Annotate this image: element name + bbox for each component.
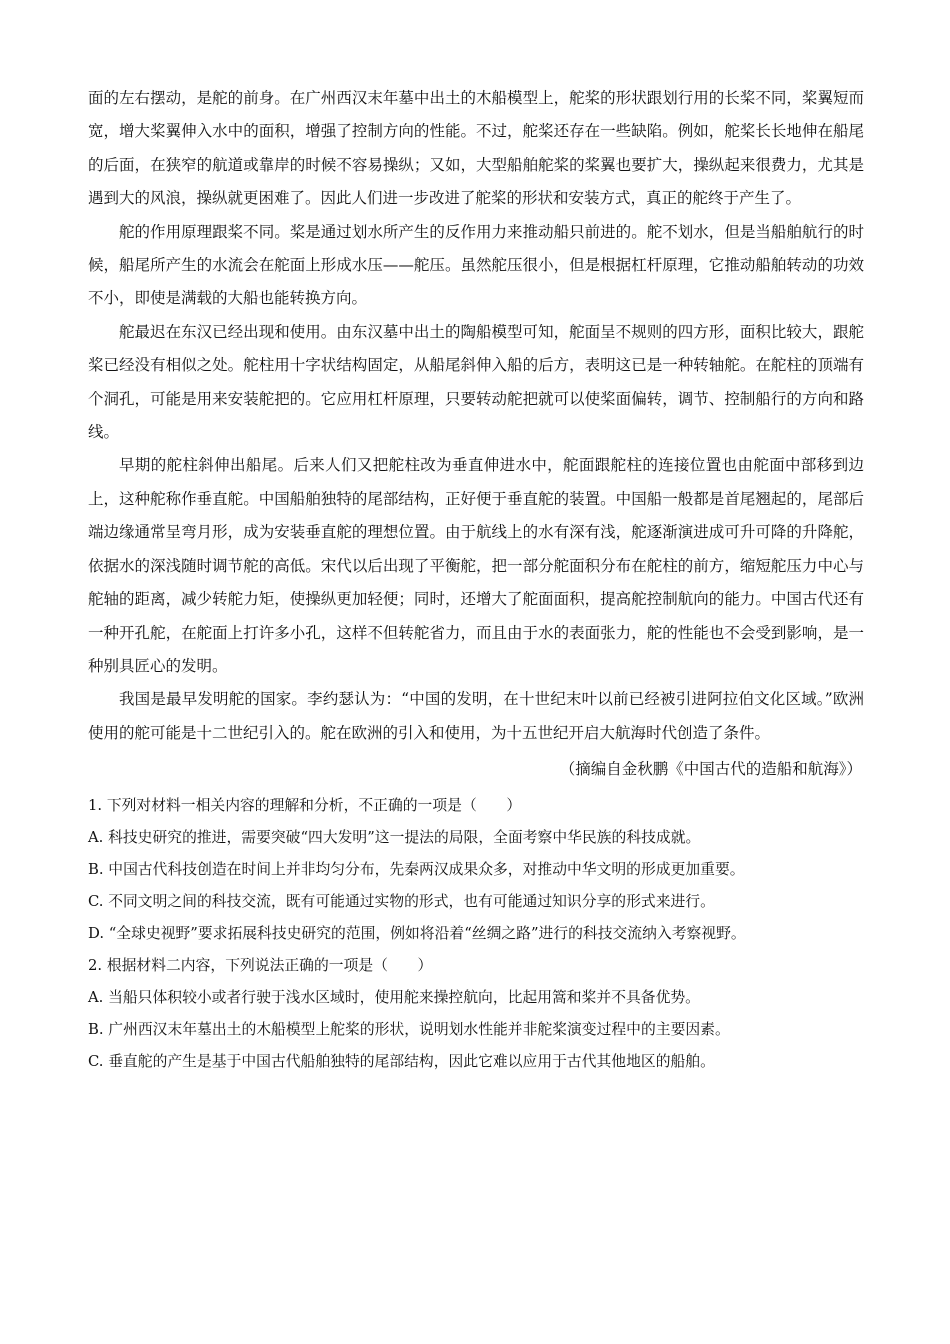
passage-paragraph-2: 舵的作用原理跟桨不同。桨是通过划水所产生的反作用力来推动船只前进的。舵不划水，但是当船舶航行的时候，船尾所产生的水流会在舵面上形成水压——舵压。虽然舵压很小，但是根据杠杆原理，它推动船舶转动的功效不小，即使是满载的大船也能转换方向。 [88, 222, 864, 308]
question-1 [88, 790, 864, 950]
document-page [88, 82, 864, 1078]
passage-source: （摘编自金秋鹏《中国古代的造船和航海》） [559, 760, 862, 779]
passage-paragraph-3: 舵最迟在东汉已经出现和使用。由东汉墓中出土的陶船模型可知，舵面呈不规则的四方形，面积比较大，跟舵桨已经没有相似之处。舵柱用十字状结构固定，从船尾斜伸入船的后方，表明这已是一种转轴舵。在舵柱的顶端有个洞孔，可能是用来安装舵把的。它应用杠杆原理，只要转动舵把就可以使桨面偏转，调节、控制船行的方向和路线。 [88, 322, 864, 442]
question-2 [88, 950, 864, 1078]
passage-paragraph-4: 早期的舵柱斜伸出船尾。后来人们又把舵柱改为垂直伸进水中，舵面跟舵柱的连接位置也由舵面中部移到边上，这种舵称作垂直舵。中国船舶独特的尾部结构，正好便于垂直舵的装置。中国船一般都是首尾翘起的，尾部后端边缘通常呈弯月形，成为安装垂直舵的理想位置。由于航线上的水有深有浅，舵逐渐演进成可升可降的升降舵，依据水的深浅随时调节舵的高低。宋代以后出现了平衡舵，把一部分舵面积分布在舵柱的前方，缩短舵压力中心与舵轴的距离，减少转舵力矩，使操纵更加轻便；同时，还增大了舵面面积，提高舵控制航向的能力。中国古代还有一种开孔舵，在舵面上打许多小孔，这样不但转舵省力，而且由于水的表面张力，舵的性能也不会受到影响，是一种别具匠心的发明。 [88, 456, 864, 675]
option-b: B. 中国古代科技创造在时间上并非均匀分布，先秦两汉成果众多，对推动中华文明的形成更加重要。 [88, 861, 745, 879]
option-c: C. 不同文明之间的科技交流，既有可能通过实物的形式，也有可能通过知识分享的形式来进行。 [88, 893, 715, 911]
option-d: D. “全球史视野”要求拓展科技史研究的范围，例如将沿着“丝绸之路”进行的科技交流纳入考察视野。 [88, 925, 746, 943]
option-a: A. 当船只体积较小或者行驶于浅水区域时，使用舵来操控航向，比起用篙和桨并不具备优势。 [88, 989, 700, 1007]
passage [88, 82, 864, 786]
option-c: C. 垂直舵的产生是基于中国古代船舶独特的尾部结构，因此它难以应用于古代其他地区的船舶。 [88, 1053, 715, 1071]
passage-paragraph-1: 面的左右摆动，是舵的前身。在广州西汉末年墓中出土的木船模型上，舵桨的形状跟划行用的长桨不同，桨翼短而宽，增大桨翼伸入水中的面积，增强了控制方向的性能。不过，舵桨还存在一些缺陷。例如，舵桨长长地伸在船尾的后面，在狭窄的航道或靠岸的时候不容易操纵；又如，大型船舶舵桨的桨翼也要扩大，操纵起来很费力，尤其是遇到大的风浪，操纵就更困难了。因此人们进一步改进了舵桨的形状和安装方式，真正的舵终于产生了。 [88, 89, 864, 208]
option-b: B. 广州西汉末年墓出土的木船模型上舵桨的形状，说明划水性能并非舵桨演变过程中的主要因素。 [88, 1021, 730, 1039]
question-stem: 2. 根据材料二内容，下列说法正确的一项是（ ） [88, 957, 433, 975]
question-stem: 1. 下列对材料一相关内容的理解和分析，不正确的一项是（ ） [88, 797, 522, 815]
option-a: A. 科技史研究的推进，需要突破“四大发明”这一提法的局限，全面考察中华民族的科技成就。 [88, 829, 701, 847]
passage-paragraph-5: 我国是最早发明舵的国家。李约瑟认为：“中国的发明，在十世纪末叶以前已经被引进阿拉伯文化区域。”欧洲使用的舵可能是十二世纪引入的。舵在欧洲的引入和使用，为十五世纪开启大航海时代创造了条件。 [88, 690, 864, 742]
